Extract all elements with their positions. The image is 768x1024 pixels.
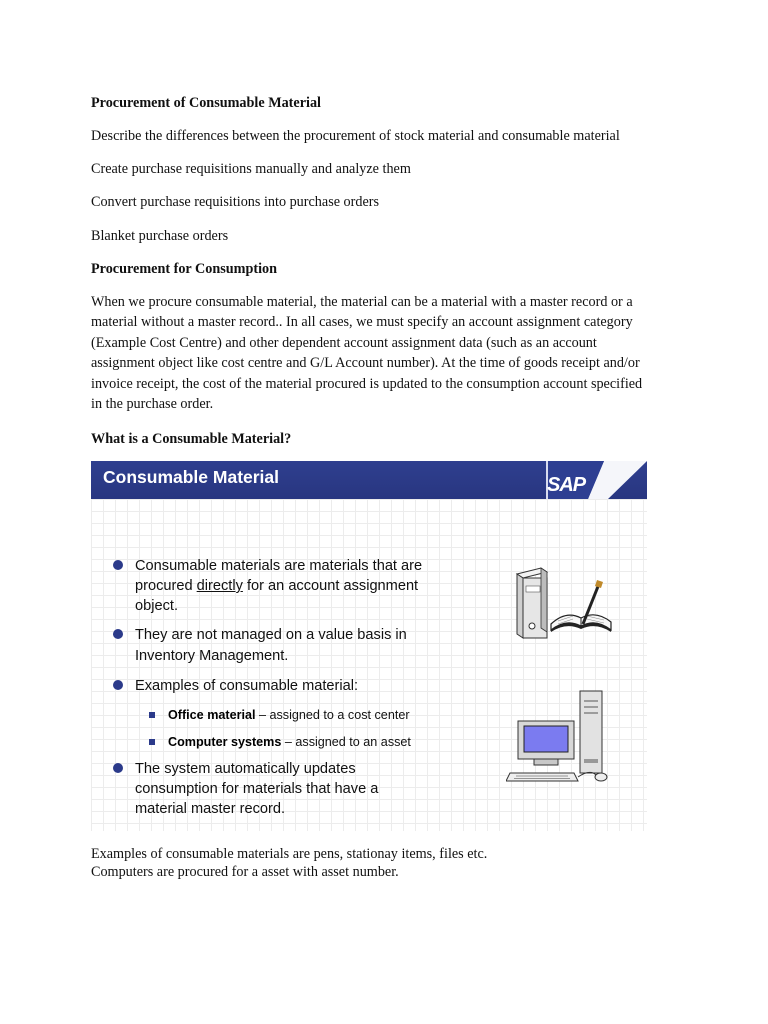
heading-procurement-consumption: Procurement for Consumption — [91, 261, 278, 277]
binder-book-pen-icon — [511, 566, 616, 641]
text-part: for an account assignment — [242, 578, 419, 594]
sub-rest: – assigned to a cost center — [255, 708, 410, 722]
objective-2: Create purchase requisitions manually and analyze them — [91, 161, 411, 177]
bullet-4-line-1: The system automatically updates — [135, 761, 356, 777]
sub-bullet-office — [168, 707, 410, 723]
objective-3: Convert purchase requisitions into purchase orders — [91, 194, 380, 210]
paragraph-line: When we procure consumable material, the material can be a material with a master record or a — [91, 294, 633, 310]
bullet-1-line-1: Consumable materials are materials that are — [135, 558, 423, 574]
objective-1: Describe the differences between the procurement of stock material and consumable material — [91, 128, 620, 144]
objective-4: Blanket purchase orders — [91, 228, 229, 244]
paragraph-line: assignment object like cost centre and G/L Account number). At the time of goods receipt and/or — [91, 355, 640, 372]
bullet-2-line-2: Inventory Management. — [135, 648, 289, 664]
paragraph-consumption — [91, 292, 681, 414]
footer-line-1: Examples of consumable materials are pens, stationay items, files etc. — [91, 846, 488, 862]
sub-rest: – assigned to an asset — [281, 735, 411, 749]
bullet-4-line-2: consumption for materials that have a — [135, 781, 379, 797]
heading-procurement-consumable: Procurement of Consumable Material — [91, 95, 321, 111]
sub-bullet-computer — [168, 734, 411, 750]
slide-header-bar — [91, 461, 647, 499]
bullet-1-line-3: object. — [135, 598, 178, 614]
sub-bullet-square — [149, 712, 155, 718]
sub-bold: Office material — [168, 708, 256, 722]
slide-image — [91, 461, 647, 831]
bullet-dot — [113, 763, 123, 773]
paragraph-line: material without a master record.. In all cases, we must specify an account assignment category — [91, 314, 633, 331]
bullet-dot — [113, 629, 123, 639]
bullet-dot — [113, 680, 123, 690]
footer-line-2: Computers are procured for a asset with asset number. — [91, 864, 399, 880]
text-part: procured — [135, 578, 197, 594]
paragraph-line: in the purchase order. — [91, 396, 214, 413]
computer-icon — [506, 689, 616, 789]
directly-underlined: directly — [196, 578, 243, 594]
bullet-2-line-1: They are not managed on a value basis in — [135, 627, 407, 643]
slide-title: Consumable Material — [103, 467, 280, 487]
sap-logo-text: SAP — [547, 474, 586, 496]
sub-bullet-square — [149, 739, 155, 745]
bullet-4-line-3: material master record. — [135, 801, 286, 817]
heading-what-is-consumable: What is a Consumable Material? — [91, 431, 292, 447]
paragraph-line: invoice receipt, the cost of the material procured is updated to the consumption account specified — [91, 375, 643, 392]
bullet-dot — [113, 560, 123, 570]
paragraph-line: (Example Cost Centre) and other dependent account assignment data (such as an account — [91, 334, 597, 351]
sub-bold: Computer systems — [168, 735, 282, 749]
bullet-3-line-1: Examples of consumable material: — [135, 678, 359, 694]
bullet-1-line-2 — [135, 576, 418, 596]
